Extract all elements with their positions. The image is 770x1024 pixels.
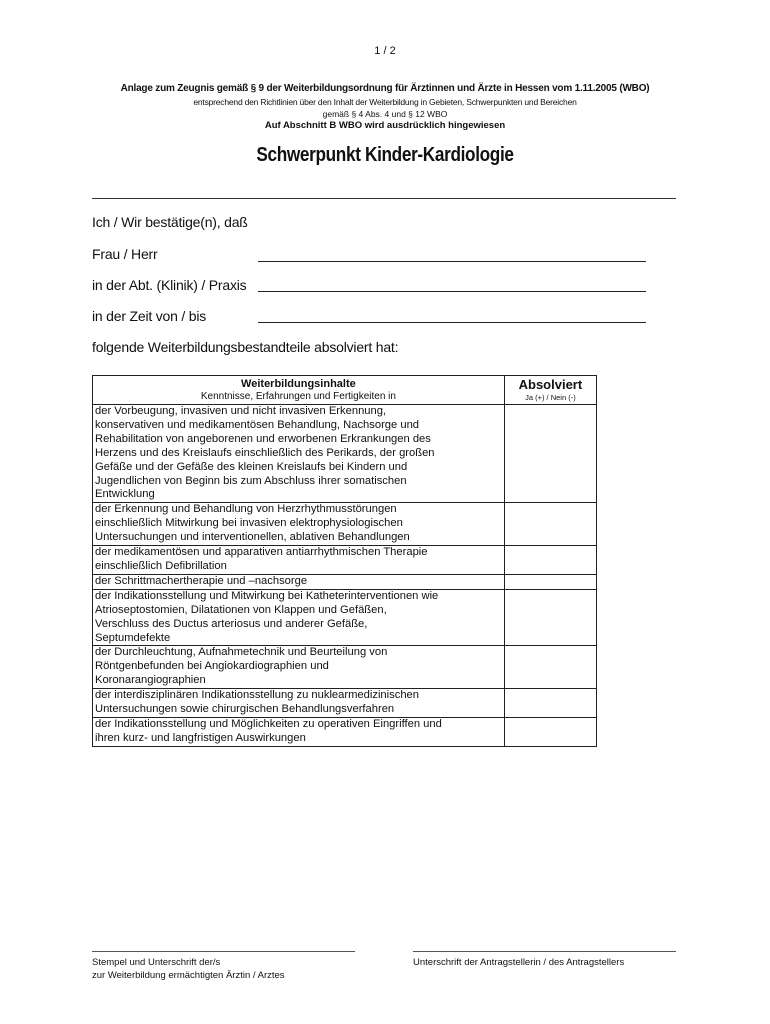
table-row xyxy=(93,503,597,546)
completed-components-intro: folgende Weiterbildungsbestandteile absolviert hat: xyxy=(92,339,399,355)
completed-cell[interactable] xyxy=(504,689,596,718)
department-field[interactable] xyxy=(258,291,646,292)
header-paragraph-note: gemäß § 4 Abs. 4 und § 12 WBO xyxy=(322,109,448,119)
completed-cell[interactable] xyxy=(504,646,596,689)
page-number: 1 / 2 xyxy=(374,45,396,57)
document-title: Schwerpunkt Kinder-Kardiologie xyxy=(256,144,514,166)
completed-cell[interactable] xyxy=(504,546,596,575)
training-content-table xyxy=(92,375,597,747)
supervisor-signature-label-line1: Stempel und Unterschrift der/s xyxy=(92,957,221,968)
applicant-signature-line[interactable] xyxy=(413,951,676,952)
header-guideline-note: entsprechend den Richtlinien über den Inhalt der Weiterbildung in Gebieten, Schwerpunkten und Bereichen xyxy=(193,97,577,107)
column-header-completed-subtitle: Ja (+) / Nein (-) xyxy=(525,393,576,402)
table-row xyxy=(93,589,597,646)
completed-cell[interactable] xyxy=(504,717,596,746)
period-field[interactable] xyxy=(258,322,646,323)
column-header-completed-title: Absolviert xyxy=(518,377,583,392)
training-item-text: der Vorbeugung, invasiven und nicht invasiven Erkennung, konservativen und medikamentösen Behandlung, Nachsorge und Rehabilitation von angeborenen und erworbenen Erkrankungen des Herzens und des Kreislaufs einschließlich des Perikards, der großen Gefäße und der Gefäße des kleinen Kreislaufs bei Kindern und Jugendlichen von Beginn bis zum Abschluss ihrer somatischen Entwicklung xyxy=(95,405,435,501)
table-row xyxy=(93,546,597,575)
completed-cell[interactable] xyxy=(504,405,596,503)
name-field[interactable] xyxy=(258,261,646,262)
table-row xyxy=(93,717,597,746)
column-header-content xyxy=(93,376,505,405)
completed-cell[interactable] xyxy=(504,503,596,546)
supervisor-signature-label-line2: zur Weiterbildung ermächtigten Ärztin / Arztes xyxy=(92,970,285,981)
header-section-note: Auf Abschnitt B WBO wird ausdrücklich hingewiesen xyxy=(264,120,506,131)
table-row xyxy=(93,574,597,589)
column-header-content-title: Weiterbildungsinhalte xyxy=(241,378,356,390)
supervisor-signature-line[interactable] xyxy=(92,951,355,952)
table-header-row xyxy=(93,376,597,405)
column-header-content-subtitle: Kenntnisse, Erfahrungen und Fertigkeiten in xyxy=(200,391,396,402)
training-item-text: der interdisziplinären Indikationsstellung zu nuklearmedizinischen Untersuchungen sowie chirurgischen Behandlungsverfahren xyxy=(95,689,419,716)
period-label: in der Zeit von / bis xyxy=(92,308,207,324)
header-legal-reference: Anlage zum Zeugnis gemäß § 9 der Weiterbildungsordnung für Ärztinnen und Ärzte in Hessen vom 1.11.2005 (WBO) xyxy=(120,83,650,94)
table-row xyxy=(93,689,597,718)
confirmation-statement: Ich / Wir bestätige(n), daß xyxy=(92,214,248,230)
training-item-text: der Indikationsstellung und Mitwirkung bei Katheterinterventionen wie Atrioseptostomien, Dilatationen von Klappen und Gefäßen, Verschluss des Ductus arteriosus und anderer Gefäße, Septumdefekte xyxy=(95,589,439,644)
table-row xyxy=(93,405,597,503)
training-item-text: der medikamentösen und apparativen antiarrhythmischen Therapie einschließlich Defibrillation xyxy=(95,546,428,572)
completed-cell[interactable] xyxy=(504,589,596,646)
table-row xyxy=(93,646,597,689)
training-item-text: der Erkennung und Behandlung von Herzrhythmusstörungen einschließlich Mitwirkung bei invasiven elektrophysiologischen Untersuchungen und interventionellen, ablativen Behandlungen xyxy=(95,503,410,544)
supervisor-signature-label xyxy=(92,956,285,982)
divider xyxy=(92,198,676,199)
name-label: Frau / Herr xyxy=(92,246,158,262)
applicant-signature-label: Unterschrift der Antragstellerin / des Antragstellers xyxy=(413,957,625,968)
column-header-completed xyxy=(504,376,596,405)
training-item-text: der Indikationsstellung und Möglichkeiten zu operativen Eingriffen und ihren kurz- und langfristigen Auswirkungen xyxy=(95,717,442,744)
department-label: in der Abt. (Klinik) / Praxis xyxy=(92,277,247,293)
completed-cell[interactable] xyxy=(504,574,596,589)
training-item-text: der Schrittmachertherapie und –nachsorge xyxy=(95,574,308,587)
training-item-text: der Durchleuchtung, Aufnahmetechnik und Beurteilung von Röntgenbefunden bei Angiokardiographien und Koronarangiographien xyxy=(95,646,388,687)
